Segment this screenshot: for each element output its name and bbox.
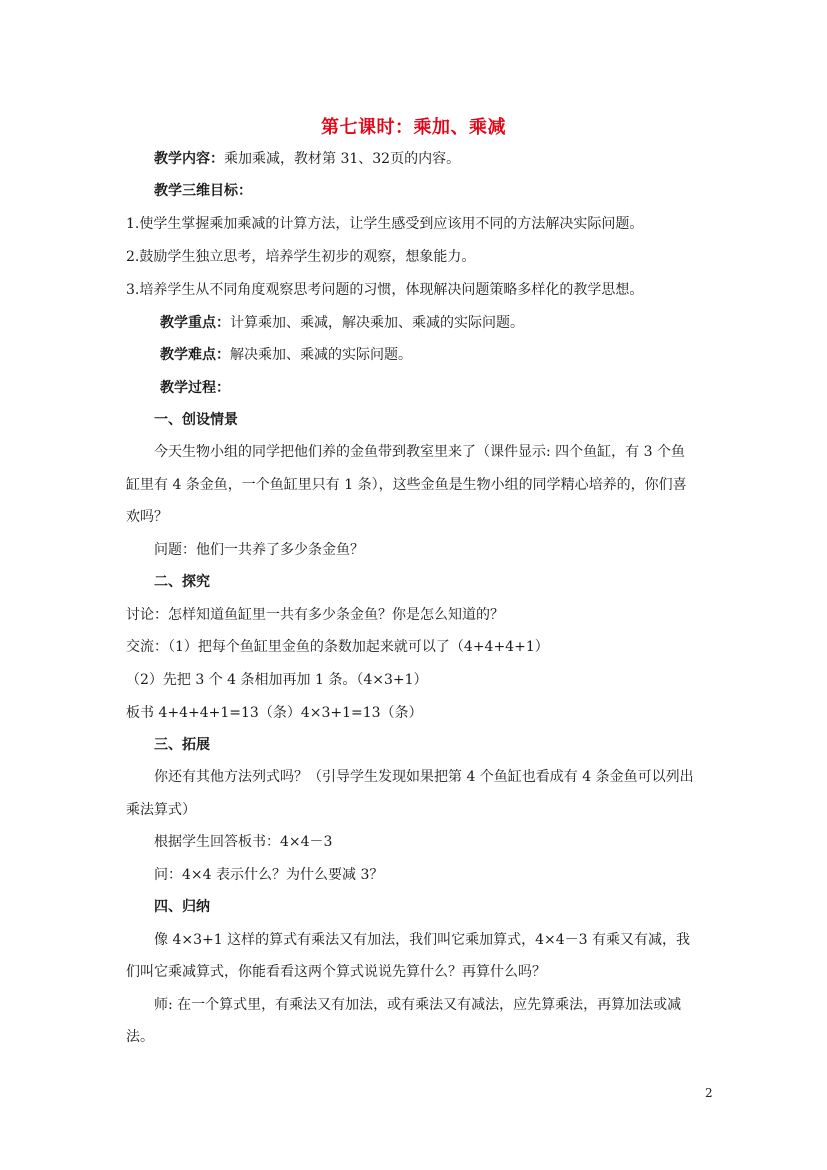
section3-para-line-2: 乘法算式）	[126, 802, 196, 818]
section2-heading: 二、探究	[154, 574, 210, 590]
section2-line-3: （2）先把 3 个 4 条相加再加 1 条。（4×3+1）	[126, 672, 428, 688]
section3-para-line-1: 你还有其他方法列式吗？（引导学生发现如果把第 4 个鱼缸也看成有 4 条金鱼可以列出	[154, 769, 694, 785]
section4-para2-line-1: 师: 在一个算式里，有乘法又有加法，或有乘法又有减法，应先算乘法，再算加法或减	[154, 997, 682, 1013]
teaching-content-label: 教学内容：	[154, 151, 224, 167]
goal-item-3: 3.培养学生从不同角度观察思考问题的习惯，体现解决问题策略多样化的教学思想。	[126, 282, 644, 298]
section3-question: 问：4×4 表示什么？为什么要减 3？	[154, 867, 384, 883]
section4-para1-line-1: 像 4×3+1 这样的算式有乘法又有加法，我们叫它乘加算式，4×4－3 有乘又有减，我	[154, 932, 690, 948]
goal-item-2: 2.鼓励学生独立思考，培养学生初步的观察，想象能力。	[126, 249, 476, 265]
key-point	[160, 312, 524, 334]
section2-board: 板书 4+4+4+1=13（条）4×3+1=13（条）	[126, 705, 423, 721]
section1-para-line-1: 今天生物小组的同学把他们养的金鱼带到教室里来了（课件显示: 四个鱼缸，有 3 个鱼	[154, 444, 685, 460]
section1-para-line-2: 缸里有 4 条金鱼，一个鱼缸里只有 1 条），这些金鱼是生物小组的同学精心培养的，你们喜	[126, 477, 687, 493]
key-point-label: 教学重点：	[160, 315, 230, 331]
section3-heading: 三、拓展	[154, 737, 210, 753]
teaching-content	[154, 148, 460, 170]
key-point-text: 计算乘加、乘减，解决乘加、乘减的实际问题。	[230, 315, 524, 331]
process-heading: 教学过程：	[160, 380, 230, 396]
page-title: 第七课时：乘加、乘减	[321, 117, 506, 138]
page-number: 2	[705, 1086, 713, 1100]
section4-heading: 四、归纳	[154, 899, 210, 915]
section4-para1-line-2: 们叫它乘减算式，你能看看这两个算式说说先算什么？再算什么吗？	[126, 964, 546, 980]
goal-item-1: 1.使学生掌握乘加乘减的计算方法，让学生感受到应该用不同的方法解决实际问题。	[126, 216, 644, 232]
difficulty-label: 教学难点：	[160, 347, 230, 363]
section1-para-line-3: 欢吗？	[126, 509, 168, 525]
section2-line-2: 交流：（1）把每个鱼缸里金鱼的条数加起来就可以了（4+4+4+1）	[126, 639, 549, 655]
difficulty-text: 解决乘加、乘减的实际问题。	[230, 347, 412, 363]
section1-question: 问题：他们一共养了多少条金鱼？	[154, 542, 364, 558]
section3-board: 根据学生回答板书：4×4－3	[154, 834, 333, 850]
goals-heading: 教学三维目标：	[154, 183, 252, 199]
section1-heading: 一、创设情景	[154, 412, 238, 428]
difficulty	[160, 344, 412, 366]
teaching-content-text: 乘加乘减，教材第 31、32页的内容。	[224, 151, 461, 167]
section4-para2-line-2: 法。	[126, 1029, 154, 1045]
section2-line-1: 讨论：怎样知道鱼缸里一共有多少条金鱼？你是怎么知道的？	[126, 607, 504, 623]
